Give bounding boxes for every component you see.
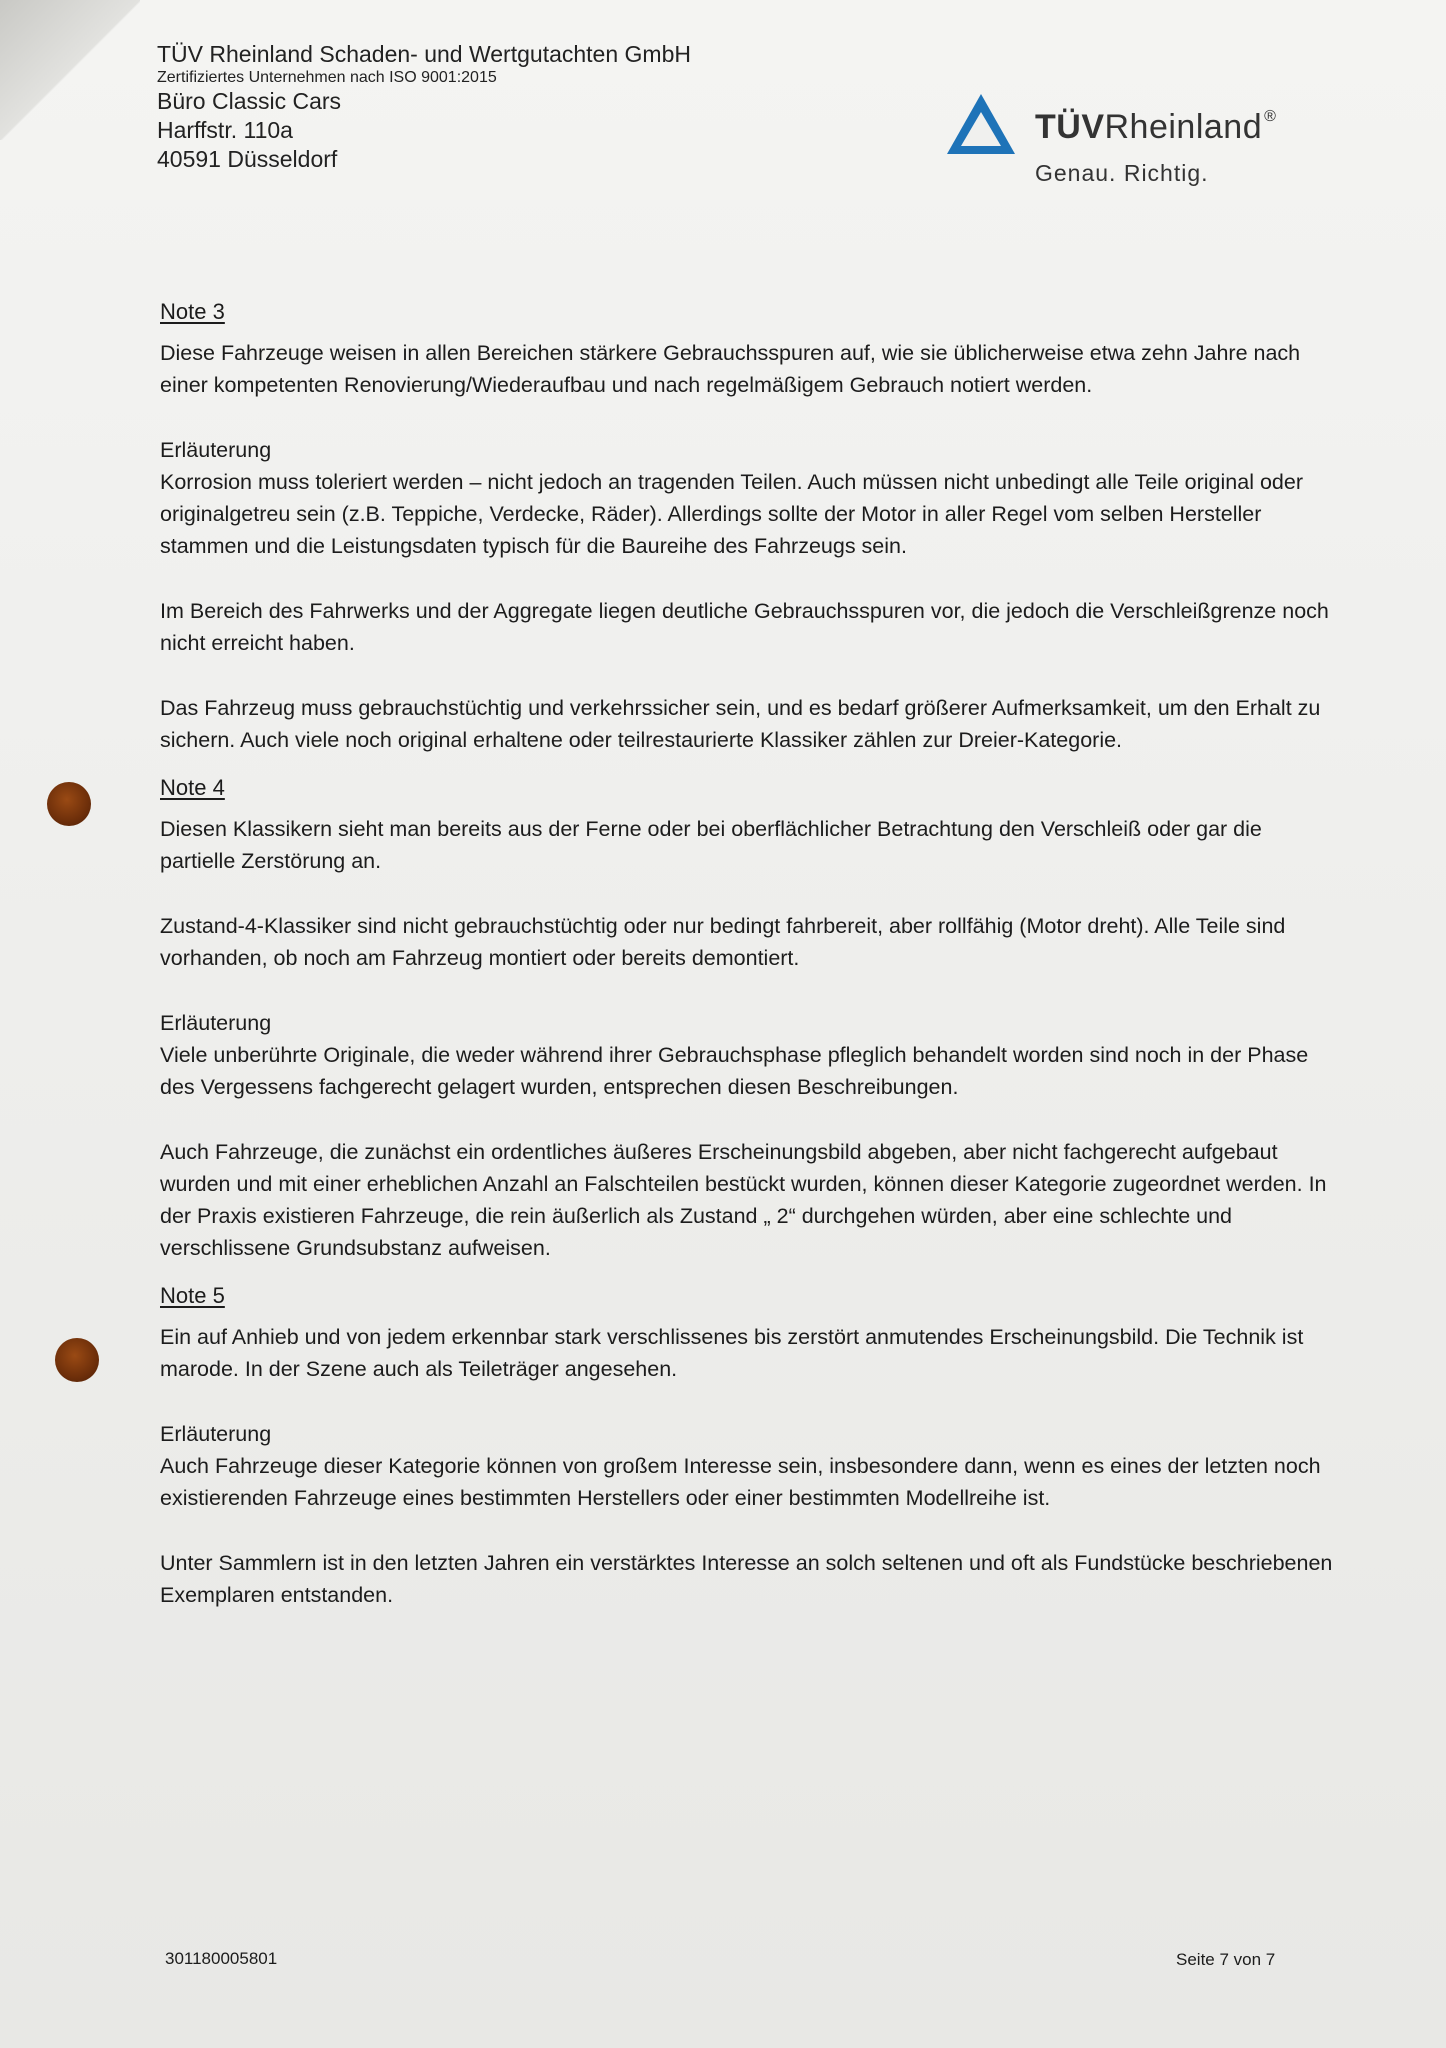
- logo-name-bold: TÜV: [1035, 108, 1105, 146]
- note-3-explanation-label: Erläuterung: [160, 438, 272, 462]
- note-4-heading: Note 4: [160, 775, 225, 800]
- punch-hole-lower: [55, 1338, 99, 1382]
- office-name: Büro Classic Cars: [157, 88, 342, 114]
- triangle-logo-icon: [945, 92, 1017, 158]
- note-5-paragraph: Auch Fahrzeuge dieser Kategorie können von großem Interesse sein, insbesondere dann, wenn es eines der letzten noch existierenden Fahrzeuge eines bestimmten Herstellers oder einer bestimmten Modellreihe ist.: [160, 1454, 1321, 1510]
- note-3-text: Diese Fahrzeuge weisen in allen Bereichen stärkere Gebrauchsspuren auf, wie sie üblicherweise etwa zehn Jahre nach einer kompetenten Renovierung/Wiederaufbau und nach regelmäßigem Gebrauch notiert werden.: [160, 341, 1301, 397]
- folded-corner: [0, 0, 140, 140]
- note-3-paragraph: Korrosion muss toleriert werden – nicht jedoch an tragenden Teilen. Auch müssen nicht unbedingt alle Teile original oder originalgetreu sein (z.B. Teppiche, Verdecke, Räder). Allerdings sollte der Motor in aller Regel vom selben Hersteller stammen und die Leistungsdaten typisch für die Baureihe des Fahrzeugs sein.: [160, 470, 1303, 558]
- punch-hole-upper: [47, 782, 91, 826]
- note-5-text: Ein auf Anhieb und von jedem erkennbar stark verschlissenes bis zerstört anmutendes Erscheinungsbild. Die Technik ist marode. In der Szene auch als Teileträger angesehen.: [160, 1325, 1304, 1381]
- note-4-paragraph: Viele unberührte Originale, die weder während ihrer Gebrauchsphase pfleglich behandelt worden sind noch in der Phase des Vergessens fachgerecht gelagert wurden, entsprechen diesen Beschreibungen.: [160, 1043, 1309, 1099]
- certification-line: Zertifiziertes Unternehmen nach ISO 9001:2015: [157, 69, 497, 86]
- note-5-paragraph: Unter Sammlern ist in den letzten Jahren ein verstärktes Interesse an solch seltenen und oft als Fundstücke beschriebenen Exemplaren entstanden.: [160, 1551, 1333, 1607]
- document-number: 301180005801: [165, 1949, 278, 1968]
- note-3-heading: Note 3: [160, 299, 225, 324]
- logo-wordmark: [1035, 108, 1276, 147]
- street-address: Harffstr. 110a: [157, 117, 293, 143]
- note-4-paragraph: Auch Fahrzeuge, die zunächst ein ordentliches äußeres Erscheinungsbild abgeben, aber nicht fachgerecht aufgebaut wurden und mit einer erheblichen Anzahl an Falschteilen bestückt wurden, können dieser Kategorie zugeordnet werden. In der Praxis existieren Fahrzeuge, die rein äußerlich als Zustand „ 2“ durchgehen würden, aber eine schlechte und verschlissene Grundsubstanz aufweisen.: [160, 1140, 1327, 1260]
- note-4-explanation-label: Erläuterung: [160, 1011, 272, 1035]
- sender-address: [157, 40, 691, 174]
- logo-name-regular: Rheinland: [1104, 108, 1263, 146]
- registered-mark: ®: [1264, 108, 1277, 125]
- document-body: [160, 296, 1340, 1644]
- note-5-heading: Note 5: [160, 1283, 225, 1308]
- tuv-logo: [945, 92, 1325, 192]
- note-4-intro: Zustand-4-Klassiker sind nicht gebrauchstüchtig oder nur bedingt fahrbereit, aber rollfähig (Motor dreht). Alle Teile sind vorhanden, ob noch am Fahrzeug montiert oder bereits demontiert.: [160, 914, 1286, 970]
- note-5-explanation-label: Erläuterung: [160, 1422, 272, 1446]
- company-name: TÜV Rheinland Schaden- und Wertgutachten GmbH: [157, 41, 691, 67]
- note-4-intro: Diesen Klassikern sieht man bereits aus der Ferne oder bei oberflächlicher Betrachtung den Verschleiß oder gar die partielle Zerstörung an.: [160, 817, 1262, 873]
- logo-claim: Genau. Richtig.: [1035, 160, 1209, 186]
- page-number: Seite 7 von 7: [1176, 1950, 1276, 1969]
- note-3-paragraph: Das Fahrzeug muss gebrauchstüchtig und verkehrssicher sein, und es bedarf größerer Aufmerksamkeit, um den Erhalt zu sichern. Auch viele noch original erhaltene oder teilrestaurierte Klassiker zählen zur Dreier-Kategorie.: [160, 696, 1321, 752]
- city-address: 40591 Düsseldorf: [157, 146, 338, 172]
- note-3-paragraph: Im Bereich des Fahrwerks und der Aggregate liegen deutliche Gebrauchsspuren vor, die jedoch die Verschleißgrenze noch nicht erreicht haben.: [160, 599, 1329, 655]
